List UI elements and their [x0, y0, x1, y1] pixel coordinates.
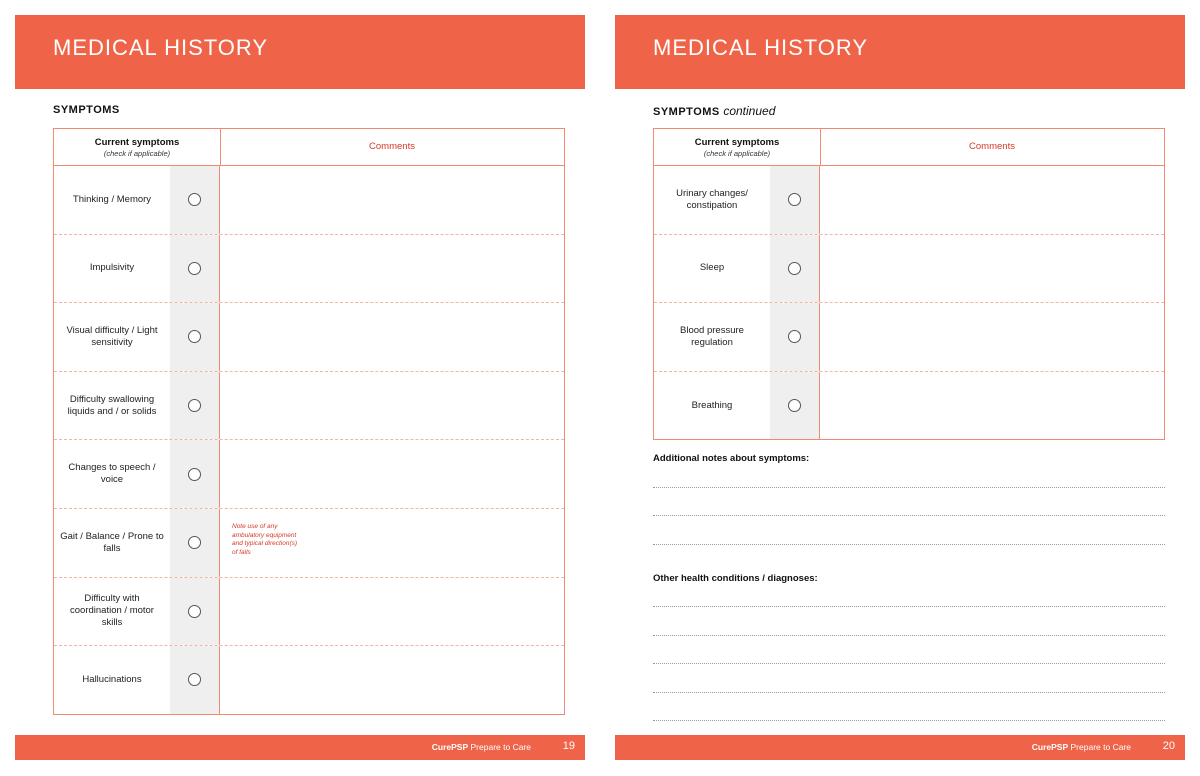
comment-cell[interactable] [220, 372, 564, 440]
symptom-label: Gait / Balance / Prone to falls [60, 530, 164, 554]
symptom-label: Blood pressure regulation [680, 324, 744, 348]
checkbox-circle[interactable] [188, 605, 201, 618]
notes-line[interactable] [653, 515, 1165, 516]
comments-header: Comments [969, 141, 1015, 152]
section-title-continued: continued [723, 104, 776, 118]
checkbox-circle[interactable] [788, 262, 801, 275]
table-row [654, 166, 1164, 235]
checkbox-circle[interactable] [188, 468, 201, 481]
symptom-label: Impulsivity [89, 262, 135, 274]
comment-cell[interactable] [820, 166, 1164, 234]
symptom-check-cell [170, 235, 220, 303]
symptom-label: Thinking / Memory [72, 193, 152, 205]
symptom-check-cell [770, 303, 820, 371]
comment-cell[interactable] [820, 235, 1164, 303]
checkbox-circle[interactable] [188, 536, 201, 549]
section-title-main: SYMPTOMS [653, 106, 720, 118]
section-title [653, 104, 775, 118]
comment-cell[interactable] [220, 166, 564, 234]
notes-line[interactable] [653, 487, 1165, 488]
checkbox-circle[interactable] [788, 330, 801, 343]
page-footer [15, 735, 585, 760]
table-header [654, 129, 1164, 166]
table-row [54, 440, 564, 509]
symptom-label: Sleep [699, 262, 725, 274]
symptom-check-cell [170, 440, 220, 508]
check-if-applicable-label: (check if applicable) [703, 149, 771, 158]
table-row [654, 372, 1164, 440]
symptom-label: Difficulty with coordination / motor skills [70, 593, 154, 629]
notes-line[interactable] [653, 635, 1165, 636]
check-if-applicable-label: (check if applicable) [103, 149, 171, 158]
comment-cell[interactable] [820, 303, 1164, 371]
comment-cell[interactable] [220, 578, 564, 646]
comment-hint-note: Note use of any ambulatory equipment and typical direction(s) of falls [232, 522, 298, 556]
symptom-check-cell [170, 166, 220, 234]
table-row [654, 235, 1164, 304]
checkbox-circle[interactable] [188, 262, 201, 275]
table-row [54, 166, 564, 235]
page-number: 19 [562, 740, 575, 752]
page-footer [615, 735, 1185, 760]
symptom-label: Visual difficulty / Light sensitivity [66, 324, 158, 348]
checkbox-circle[interactable] [188, 193, 201, 206]
symptom-label: Hallucinations [82, 673, 142, 685]
current-symptoms-header [54, 129, 221, 165]
page-title: MEDICAL HISTORY [53, 35, 269, 60]
symptom-label: Urinary changes/ constipation [676, 187, 748, 211]
checkbox-circle[interactable] [188, 330, 201, 343]
checkbox-circle[interactable] [788, 399, 801, 412]
symptom-check-cell [170, 578, 220, 646]
footer-brand [432, 742, 531, 752]
current-symptoms-label: Current symptoms [94, 137, 180, 148]
comment-cell[interactable] [220, 440, 564, 508]
comment-cell[interactable] [220, 509, 564, 577]
table-header [54, 129, 564, 166]
symptom-label: Difficulty swallowing liquids and / or solids [67, 393, 157, 417]
right-page [600, 0, 1200, 776]
footer-brand [1032, 742, 1131, 752]
table-row [54, 235, 564, 304]
current-symptoms-label: Current symptoms [694, 137, 780, 148]
brand-name: CurePSP [431, 742, 469, 752]
symptom-label: Breathing [691, 399, 733, 411]
page-title: MEDICAL HISTORY [653, 35, 869, 60]
table-row [54, 578, 564, 647]
table-row [54, 303, 564, 372]
brand-name: CurePSP [1031, 742, 1069, 752]
symptom-check-cell [770, 166, 820, 234]
other-conditions-label: Other health conditions / diagnoses: [653, 573, 818, 584]
table-row [54, 509, 564, 578]
table-row [54, 646, 564, 714]
page-number: 20 [1162, 740, 1175, 752]
notes-line[interactable] [653, 663, 1165, 664]
comment-cell[interactable] [220, 235, 564, 303]
symptom-check-cell [170, 303, 220, 371]
table-row [54, 372, 564, 441]
notes-line[interactable] [653, 544, 1165, 545]
notes-line[interactable] [653, 606, 1165, 607]
symptom-check-cell [770, 235, 820, 303]
symptoms-table [653, 128, 1165, 440]
comment-cell[interactable] [820, 372, 1164, 440]
symptom-label: Changes to speech / voice [68, 462, 156, 486]
additional-notes-label: Additional notes about symptoms: [653, 453, 810, 464]
symptom-check-cell [170, 372, 220, 440]
comment-cell[interactable] [220, 646, 564, 714]
symptoms-table [53, 128, 565, 715]
section-title: SYMPTOMS [53, 104, 120, 116]
current-symptoms-header [654, 129, 821, 165]
comments-header: Comments [369, 141, 415, 152]
checkbox-circle[interactable] [188, 399, 201, 412]
notes-line[interactable] [653, 692, 1165, 693]
brand-tagline: Prepare to Care [1070, 742, 1131, 752]
checkbox-circle[interactable] [188, 673, 201, 686]
symptom-check-cell [170, 646, 220, 714]
symptom-check-cell [170, 509, 220, 577]
page-header [615, 15, 1185, 89]
notes-line[interactable] [653, 720, 1165, 721]
page-header [15, 15, 585, 89]
comment-cell[interactable] [220, 303, 564, 371]
table-row [654, 303, 1164, 372]
checkbox-circle[interactable] [788, 193, 801, 206]
symptom-check-cell [770, 372, 820, 440]
brand-tagline: Prepare to Care [470, 742, 531, 752]
